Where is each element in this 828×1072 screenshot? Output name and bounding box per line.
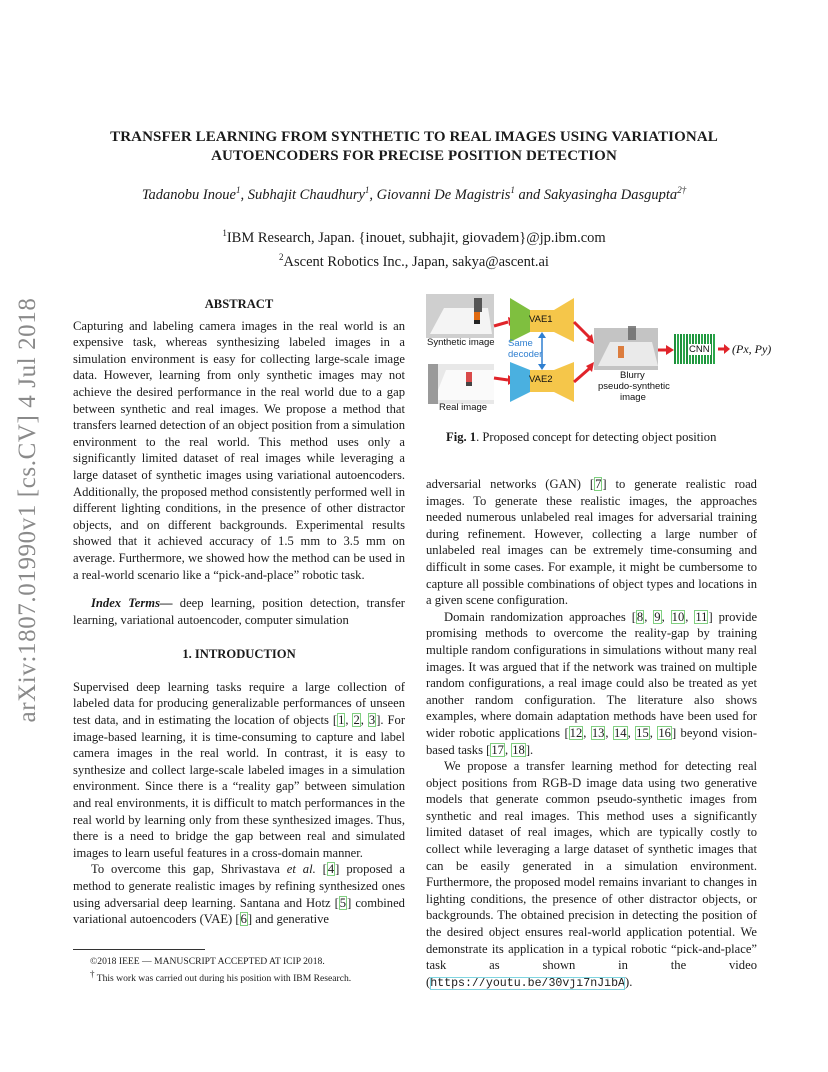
affiliation-text: IBM Research, Japan. {inouet, subhajit, giovadem}@jp.ibm.com (226, 229, 606, 246)
abstract-heading: ABSTRACT (204, 297, 274, 311)
affiliations (60, 224, 768, 272)
affiliation-mark: 1 (364, 185, 370, 195)
citation-link[interactable]: 1 (338, 713, 345, 728)
synthetic-image-thumbnail (426, 294, 494, 338)
index-terms-text: deep learning, position detection, transfer learning, variational autoencoder, computer simulation (73, 596, 405, 627)
citation-link[interactable]: 6 (240, 912, 247, 927)
dagger-footnote (90, 968, 420, 985)
vae2-label: VAE2 (529, 374, 553, 385)
affiliation-mark: 1 (222, 228, 227, 238)
blurry-label-2: pseudo-synthetic (598, 381, 670, 392)
copyright-note: ©2018 IEEE — MANUSCRIPT ACCEPTED AT ICIP 2018. (90, 956, 325, 967)
paragraph-text: ] and generative (247, 912, 329, 927)
author-name: Sakyasingha Dasgupta (543, 186, 678, 203)
citation-link[interactable]: 3 (368, 713, 376, 728)
right-paragraph-2: Domain randomization approaches [8, 9, 10, 11] provide promising methods to overcome the reality-gap by training multiple random configurations in simulations without many real images. It was argued that if the network was trained on multiple random configurations, a real image could also be treated as yet another random configuration. The literature also shows examples, where domain adaptation methods have been used for wider robotic applications [12, 13, 14, 15, 16] beyond vision-based tasks [17, 18]. (426, 609, 758, 757)
author-list (60, 185, 768, 204)
same-decoder-label-2: decoder (508, 349, 543, 360)
arrow (574, 322, 590, 338)
left-column (73, 296, 405, 928)
paragraph-text: ]. For image-based learning, it is time-consuming to capture and label camera images in the real world. In contrast, it is easy to synthesize and collect large-scale labeled images in a simulation environment. Since there is a “reality gap” between simulation and real environments, it is difficult to match performances in the real world by learning only from these synthesized images. Thus, there is a need to bridge the gap between real and simulated images to learn useful features in a cross-domain manner. (73, 713, 406, 860)
paragraph-text: ] combined variational autoencoders (VAE) [ (73, 895, 405, 927)
paper-title (60, 128, 768, 166)
title-line-1: TRANSFER LEARNING FROM SYNTHETIC TO REAL IMAGES USING VARIATIONAL (110, 129, 718, 145)
author-separator: , (369, 186, 377, 203)
citation-link[interactable]: 9 (654, 609, 661, 624)
affiliation-2 (60, 248, 768, 272)
cnn-layer (674, 334, 676, 364)
author-separator: and (514, 186, 544, 203)
footnote-text: This work was carried out during his position with IBM Research. (94, 973, 352, 985)
paragraph-text: ] beyond vision-based tasks [ (426, 725, 758, 757)
paragraph-text: ] provide promising methods to overcome the reality-gap by training multiple random configurations in simulations without many real images. It was argued that if the network was trained on multiple random configurations, a real image could also be treated as yet another random configuration. The literature also shows examples, where domain adaptation methods have been used for wider robotic applications [ (426, 609, 758, 740)
citation-link[interactable]: 15 (636, 725, 649, 740)
intro-paragraph-1: Supervised deep learning tasks require a large collection of labeled data for producing generalizable performances of unseen test data, and in estimating the location of objects [1, 2, 3]. For image-based learning, it is time-consuming to capture and label camera images in the real world. In contrast, it is easy to synthesize and collect large-scale labeled images in a simulation environment. Since there is a “reality gap” between simulation and real environments, it is difficult to match performances in the real world by learning only from these synthesized images. Thus, there is a need to bridge the gap between real and simulated images to learn useful features in a cross-domain manner. (73, 679, 406, 860)
right-paragraph-3 (426, 758, 757, 992)
paragraph-text: To overcome this gap, Shrivastava (91, 862, 287, 877)
affiliation-mark: 1 (510, 185, 515, 195)
real-image-thumbnail (428, 364, 494, 404)
citation-link[interactable]: 18 (512, 742, 525, 757)
affiliation-mark: 2 (279, 251, 284, 262)
et-al: et al. (286, 862, 316, 877)
video-url-link[interactable]: https://youtu.be/30vji7nJibA (430, 976, 626, 990)
cnn-layer (680, 334, 682, 364)
citation-link[interactable]: 14 (614, 725, 627, 740)
affiliation-1 (60, 224, 768, 248)
output-label: (Px, Py) (732, 342, 772, 356)
affiliation-mark: 1 (235, 185, 241, 195)
index-terms (73, 595, 405, 628)
figure-1 (424, 292, 772, 417)
index-terms-label: Index Terms— (91, 596, 173, 611)
arxiv-identifier: arXiv:1807.01990v1 [cs.CV] 4 Jul 2018 (14, 297, 41, 723)
footnotes (90, 956, 420, 985)
concept-diagram (424, 292, 764, 417)
arxiv-stamp (0, 297, 56, 723)
caption-label: Fig. 1 (446, 430, 477, 444)
vae1-label: VAE1 (529, 314, 553, 325)
same-decoder-label-1: Same (508, 338, 533, 349)
affiliation-mark: 2† (677, 185, 687, 195)
citation-link[interactable]: 13 (591, 725, 605, 740)
title-line-2: AUTOENCODERS FOR PRECISE POSITION DETECTION (211, 148, 617, 164)
citation-link[interactable]: 7 (595, 477, 602, 491)
paragraph-text: ] to generate realistic road images. To generate these realistic images, the approaches needed numerous unlabeled real images for adversarial training during refinement. However, collecting a large number of unlabeled real images can be extremely time-consuming and difficult in some cases. For example, it might be cumbersome to capture all possible combinations of object types and locations in a given scene configuration. (426, 477, 757, 608)
cnn-label: CNN (689, 344, 710, 355)
arrow (494, 378, 508, 380)
paragraph-text: ). (625, 974, 633, 989)
paragraph-text: proposed a method to generate realistic images by refining synthesized ones using adversarial deep learning. Santana and Hotz [ (73, 862, 406, 910)
citation-link[interactable]: 11 (695, 609, 708, 624)
citation-link[interactable]: 10 (671, 609, 685, 624)
blurry-label-3: image (620, 392, 646, 403)
cnn-layer (683, 334, 685, 364)
paragraph-text: Supervised deep learning tasks require a large collection of labeled data for producing generalizable performances of unseen test data, and in estimating the location of objects [ (73, 679, 405, 728)
arrow (574, 368, 590, 382)
citation-link[interactable]: 2 (353, 713, 360, 728)
paragraph-text: Domain randomization approaches [ (444, 609, 636, 624)
caption-text: . Proposed concept for detecting object position (476, 430, 717, 444)
citation-link[interactable]: 4 (327, 862, 335, 877)
figure-caption (446, 430, 716, 445)
author-name: Subhajit Chaudhury (247, 186, 365, 203)
citation-link[interactable]: 5 (339, 895, 347, 910)
citation-link[interactable]: 12 (569, 725, 583, 740)
paragraph-text: ]. (525, 742, 534, 757)
pseudo-synthetic-thumbnail (594, 326, 658, 370)
author-name: Tadanobu Inoue (141, 186, 236, 203)
cnn-layer (677, 334, 679, 364)
intro-paragraph-2: To overcome this gap, Shrivastava et al. [4] proposed a method to generate realistic images by refining synthesized ones using adversarial deep learning. Santana and Hotz [5] combined variational autoencoders (VAE) [6] and generative (73, 862, 406, 927)
right-paragraph-1 (426, 476, 757, 609)
author-separator: , (240, 186, 248, 203)
right-column (426, 476, 757, 992)
abstract-text: Capturing and labeling camera images in the real world is an expensive task, whereas synthesizing labeled images in a simulation environment is easy for collecting large-scale image data. However, learning from only synthetic images may not achieve the desired performance in the real world due to a gap between synthetic and real images. We propose a method that transfers learned detection of an object position from a simulation environment to the real world. This method uses only a significantly limited dataset of real images while leveraging a large dataset of synthetic images using variational autoencoders. Additionally, the proposed method consistently performed well in different lighting conditions, in the presence of other distractor objects, and on different backgrounds. Experimental results showed that it achieved accuracy of 1.5 mm to 3.5 mm on average. Furthermore, we showed how the method can be used in a real-world scenario like a “pick-and-place” robotic task. (73, 318, 405, 582)
citation-link[interactable]: 16 (658, 725, 671, 740)
section-heading-introduction: 1. INTRODUCTION (182, 647, 296, 662)
affiliation-text: Ascent Robotics Inc., Japan, sakya@ascent.ai (283, 253, 549, 270)
footnote-rule (73, 949, 205, 950)
blurry-label-1: Blurry (620, 370, 645, 381)
citation-link[interactable]: 17 (491, 742, 504, 757)
real-image-label: Real image (439, 402, 488, 413)
synthetic-image-label: Synthetic image (427, 337, 495, 348)
citation-link[interactable]: 8 (636, 609, 644, 624)
author-name: Giovanni De Magistris (376, 186, 511, 203)
arrow (494, 322, 508, 326)
paragraph-text: adversarial networks (GAN) [ (426, 477, 595, 491)
dagger-mark: † (90, 969, 95, 979)
paragraph-text: We propose a transfer learning method for detecting real object positions from RGB-D image data using two generative models that generate common pseudo-synthetic images from synthetic and real images. This method uses a significantly limited dataset of real images, which are typically costly to collect while leveraging a large dataset of synthetic images that can be easily generated in a simulation environment. Furthermore, the proposed model remains invariant to changes in lighting conditions, the presence of other distractor objects, or backgrounds. The obtained precision in detecting the position of the desired object ensures real-world application potential. We demonstrate its application in a typical robotic “pick-and-place” task as shown in the video ( (426, 759, 757, 989)
